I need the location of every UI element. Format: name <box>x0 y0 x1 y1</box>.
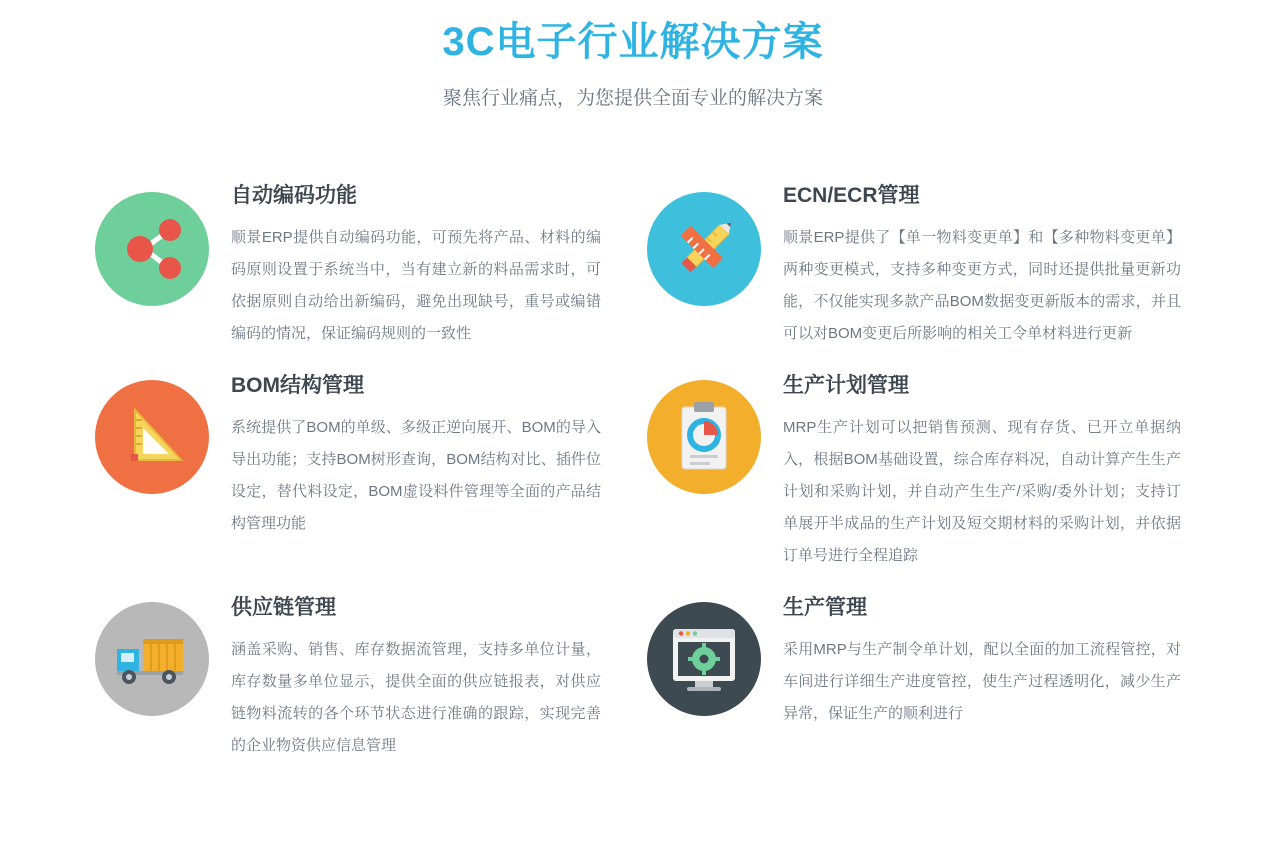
feature-title: ECN/ECR管理 <box>783 184 920 207</box>
feature-item <box>95 178 629 350</box>
feature-title: 自动编码功能 <box>231 184 357 207</box>
feature-body <box>209 368 601 540</box>
feature-item <box>647 590 1181 762</box>
pencil-ruler-icon <box>647 192 761 306</box>
feature-body <box>761 590 1181 730</box>
feature-body <box>761 178 1181 350</box>
feature-desc: MRP生产计划可以把销售预测、现有存货、已开立单据纳入，根据BOM基础设置，综合库存料况，自动计算产生生产计划和采购计划，并自动产生生产/采购/委外计划；支持订单展开半成品的生产计划及短交期材料的采购计划，并依据订单号进行全程追踪 <box>783 419 1181 564</box>
truck-icon <box>95 602 209 716</box>
feature-desc: 采用MRP与生产制令单计划，配以全面的加工流程管控，对车间进行详细生产进度管控，使生产过程透明化，减少生产异常，保证生产的顺利进行 <box>783 641 1181 722</box>
feature-item <box>647 368 1181 572</box>
clipboard-chart-icon <box>647 380 761 494</box>
feature-body <box>209 590 601 762</box>
feature-title: 供应链管理 <box>231 596 336 619</box>
monitor-gear-icon <box>647 602 761 716</box>
feature-item <box>95 590 629 762</box>
page-header <box>0 0 1266 114</box>
triangle-ruler-icon <box>95 380 209 494</box>
feature-title: BOM结构管理 <box>231 374 364 397</box>
feature-desc: 涵盖采购、销售、库存数据流管理，支持多单位计量，库存数量多单位显示，提供全面的供应链报表，对供应链物料流转的各个环节状态进行准确的跟踪，实现完善的企业物资供应信息管理 <box>231 641 601 754</box>
page-title: 3C电子行业解决方案 <box>442 20 824 64</box>
page-subtitle: 聚焦行业痛点，为您提供全面专业的解决方案 <box>442 88 823 109</box>
share-nodes-icon <box>95 192 209 306</box>
feature-grid <box>95 178 1181 762</box>
feature-desc: 顺景ERP提供了【单一物料变更单】和【多种物料变更单】两种变更模式，支持多种变更方式，同时还提供批量更新功能，不仅能实现多款产品BOM数据变更新版本的需求，并且可以对BOM变更后所影响的相关工令单材料进行更新 <box>783 229 1181 342</box>
feature-title: 生产计划管理 <box>783 374 909 397</box>
feature-desc: 系统提供了BOM的单级、多级正逆向展开、BOM的导入导出功能；支持BOM树形查询，BOM结构对比、插件位设定，替代料设定，BOM虚设料件管理等全面的产品结构管理功能 <box>231 419 601 532</box>
feature-body <box>209 178 601 350</box>
feature-body <box>761 368 1181 572</box>
feature-item <box>95 368 629 572</box>
feature-desc: 顺景ERP提供自动编码功能，可预先将产品、材料的编码原则设置于系统当中，当有建立新的料品需求时，可依据原则自动给出新编码，避免出现缺号，重号或编错编码的情况，保证编码规则的一致性 <box>231 229 601 342</box>
feature-title: 生产管理 <box>783 596 867 619</box>
feature-item <box>647 178 1181 350</box>
